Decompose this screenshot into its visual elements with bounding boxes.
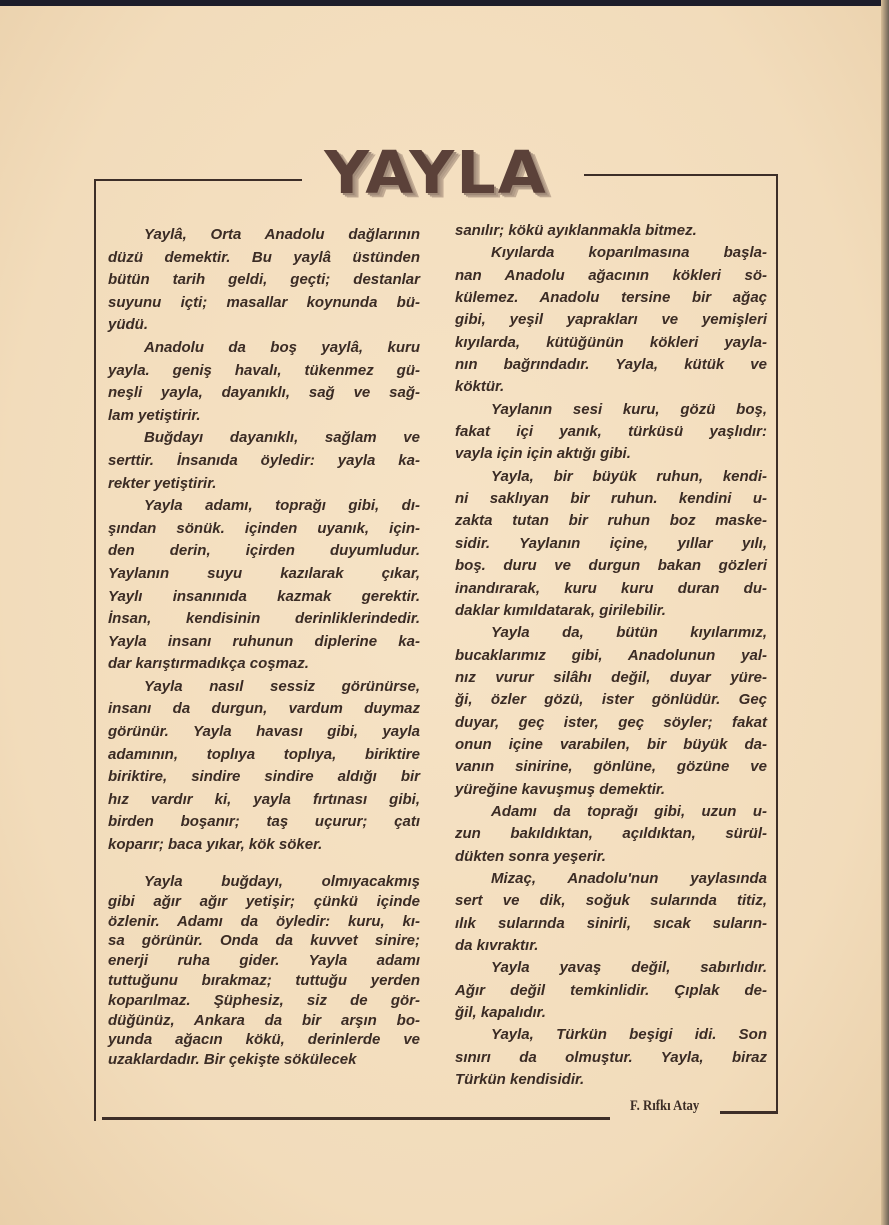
text-line: boş. duru ve durgun bakan gözleri xyxy=(455,557,767,575)
text-line: ği, özler gözü, ister gönlüdür. Geç xyxy=(455,691,767,709)
text-line: Yayla da, bütün kıyılarımız, xyxy=(491,624,767,642)
text-line: tuttuğunu bırakmaz; tuttuğu yerden xyxy=(108,971,420,989)
text-line: inandırarak, kuru kuru duran du- xyxy=(455,579,767,597)
text-line: koparılmaz. Şüphesiz, siz de gör- xyxy=(108,991,420,1009)
text-line: Anadolu da boş yaylâ, kuru xyxy=(144,338,420,356)
text-line: uzaklardadır. Bir çekişte sökülecek xyxy=(108,1051,357,1069)
text-line: Yaylı insanınıda kazmak gerektir. xyxy=(108,587,420,605)
text-line: enerji ruha gider. Yayla adamı xyxy=(108,952,420,970)
text-line: Yayla yavaş değil, sabırlıdır. xyxy=(491,959,767,977)
left-column-lower xyxy=(108,872,420,1070)
scan-top-edge xyxy=(0,0,889,6)
text-line: Yayla adamı, toprağı gibi, dı- xyxy=(144,497,420,515)
text-line: Mizaç, Anadolu'nun yaylasında xyxy=(491,869,767,887)
text-line: ğil, kapalıdır. xyxy=(455,1004,546,1022)
text-line: özlenir. Adamı da öyledir: kuru, kı- xyxy=(108,912,420,930)
text-line: sa görünür. Onda da kuvvet sinire; xyxy=(108,932,420,950)
text-line: serttir. İnsanıda öyledir: yayla ka- xyxy=(108,451,420,469)
text-line: hız vardır ki, yayla fırtınası gibi, xyxy=(108,790,420,808)
text-line: külemez. Anadolu tersine bir ağaç xyxy=(455,289,767,307)
text-line: nan Anadolu ağacının kökleri sö- xyxy=(455,266,767,284)
author-signature: F. Rıfkı Atay xyxy=(630,1098,700,1114)
text-line: daklar kımıldatarak, girilebilir. xyxy=(455,601,666,619)
frame-top-right-rule xyxy=(584,174,778,176)
text-line: duyar, geç ister, geç söyler; fakat xyxy=(455,713,767,731)
text-line: onun içine varabilen, bir büyük da- xyxy=(455,735,767,753)
text-line: nın bağrındadır. Yayla, kütük ve xyxy=(455,356,767,374)
text-line: düzü demektir. Bu yaylâ üstünden xyxy=(108,248,420,266)
right-column xyxy=(455,220,767,1091)
frame-top-left-rule xyxy=(94,179,302,181)
text-line: bucaklarımız gibi, Anadolunun yal- xyxy=(455,646,767,664)
text-line: yunda ağacın kökü, derinlerde ve xyxy=(108,1031,420,1049)
scan-right-edge xyxy=(881,0,889,1225)
frame-right-rule xyxy=(776,174,778,1114)
text-line: Yayla nasıl sessiz görünürse, xyxy=(144,677,420,695)
text-line: sınırı da olmuştur. Yayla, biraz xyxy=(455,1048,767,1066)
text-line: Yayla insanı ruhunun diplerine ka- xyxy=(108,632,420,650)
text-line: bütün tarih geldi, geçti; destanlar xyxy=(108,271,420,289)
text-line: Yaylanın suyu kazılarak çıkar, xyxy=(108,564,420,582)
text-line: lam yetiştirir. xyxy=(108,406,201,424)
text-line: yüreğine kavuşmuş demektir. xyxy=(455,780,666,798)
text-line: neşli yayla, dayanıklı, sağ ve sağ- xyxy=(108,384,420,402)
text-line: düğünüz, Ankara da bir arşın bo- xyxy=(108,1011,420,1029)
text-line: yayla. geniş havalı, tükenmez gü- xyxy=(108,361,420,379)
text-line: köktür. xyxy=(455,378,505,396)
text-line: Adamı da toprağı gibi, uzun u- xyxy=(491,802,767,820)
text-line: adamının, toplıya toplıya, biriktire xyxy=(108,745,420,763)
text-line: zakta tutan bir ruhun boz maske- xyxy=(455,512,767,530)
text-line: İnsan, kendisinin derinliklerindedir. xyxy=(108,610,420,628)
text-line: gibi ağır ağır yetişir; çünkü içinde xyxy=(108,892,420,910)
text-line: gibi, yeşil yaprakları ve yemişleri xyxy=(455,311,767,329)
text-line: koparır; baca yıkar, kök söker. xyxy=(108,836,323,854)
text-line: fakat içi yanık, türküsü yaşlıdır: xyxy=(455,423,767,441)
text-line: zun bakıldıktan, açıldıktan, sürül- xyxy=(455,825,767,843)
text-line: görünür. Yayla havası gibi, yayla xyxy=(108,723,420,741)
text-line: Yayla, bir büyük ruhun, kendi- xyxy=(491,467,767,485)
text-line: Türkün kendisidir. xyxy=(455,1071,585,1089)
text-line: biriktire, sindire sindire aldığı bir xyxy=(108,768,420,786)
text-line: vanın sinirine, gönlüne, gözüne ve xyxy=(455,758,767,776)
text-line: dükten sonra yeşerir. xyxy=(455,847,606,865)
text-line: sanılır; kökü ayıklanmakla bitmez. xyxy=(455,222,697,239)
text-line: den derin, içirden duyumludur. xyxy=(108,542,420,560)
text-line: vayla için için aktığı gibi. xyxy=(455,445,631,463)
text-line: da kıvraktır. xyxy=(455,937,539,954)
text-line: rekter yetiştirir. xyxy=(108,474,217,492)
text-line: Yaylanın sesi kuru, gözü boş, xyxy=(491,400,767,418)
left-column-upper xyxy=(108,224,420,857)
text-line: Yayla buğdayı, olmıyacakmış xyxy=(144,873,420,890)
text-line: ni saklıyan bir ruhun. kendini u- xyxy=(455,490,767,508)
text-line: Buğdayı dayanıklı, sağlam ve xyxy=(144,429,420,447)
text-line: suyunu içti; masallar koynunda bü- xyxy=(108,293,420,311)
text-line: nız vurur silâhı değil, duyar yüre- xyxy=(455,668,767,686)
text-line: yüdü. xyxy=(108,316,148,334)
text-line: sidir. Yaylanın içine, yıllar yılı, xyxy=(455,534,767,552)
text-line: dar karıştırmadıkça coşmaz. xyxy=(108,655,309,673)
text-line: insanı da durgun, vardum duymaz xyxy=(108,700,420,718)
text-line: ılık sularında sinirli, sıcak suların- xyxy=(455,914,767,932)
text-line: Yaylâ, Orta Anadolu dağlarının xyxy=(144,226,420,243)
frame-left-rule xyxy=(94,179,96,1121)
text-line: Yayla, Türkün beşigi idi. Son xyxy=(491,1026,767,1044)
text-line: Ağır değil temkinlidir. Çıplak de- xyxy=(455,981,767,999)
text-line: Kıyılarda koparılmasına başla- xyxy=(491,244,767,262)
frame-bottom-right-rule xyxy=(720,1111,778,1114)
frame-bottom-left-rule xyxy=(102,1117,610,1120)
text-line: birden boşanır; taş uçurur; çatı xyxy=(108,813,420,831)
text-line: sert ve dik, soğuk sularında titiz, xyxy=(455,892,767,910)
text-line: kıyılarda, kütüğünün kökleri yayla- xyxy=(455,333,767,351)
text-line: şından sönük. içinden uyanık, için- xyxy=(108,519,420,537)
article-title: YAYLA xyxy=(324,137,548,208)
